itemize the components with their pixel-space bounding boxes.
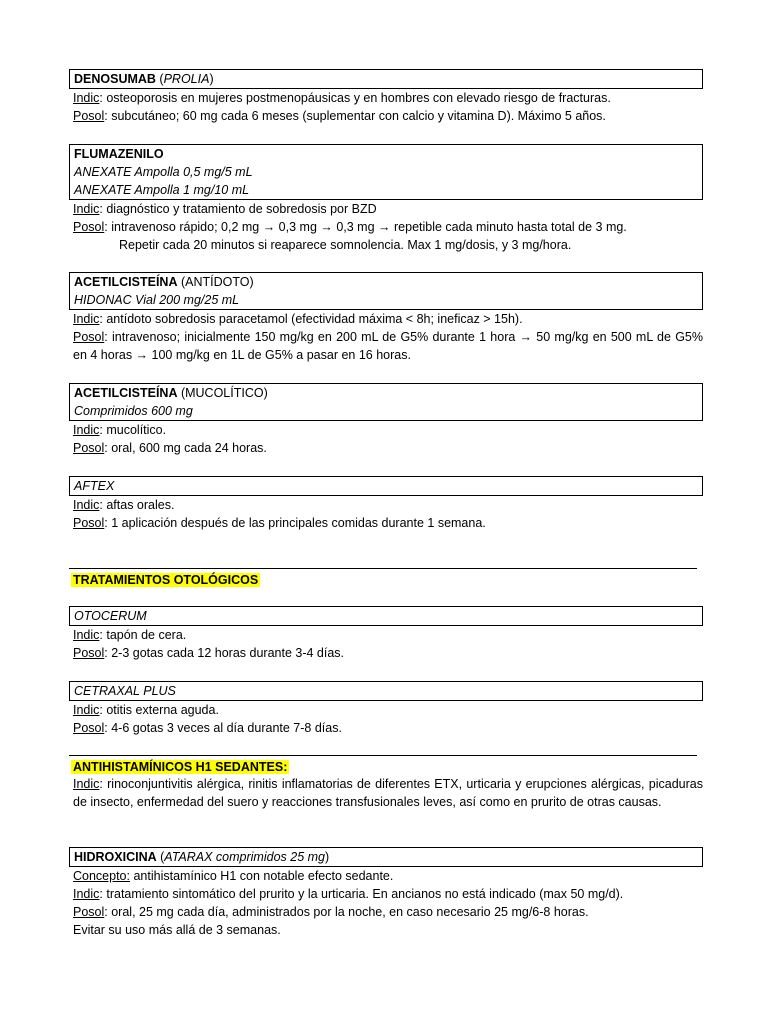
indic-label: Indic (73, 777, 100, 791)
indic-label: Indic (73, 91, 100, 105)
antihistaminicos-indic (69, 775, 703, 811)
drug-use: (ANTÍDOTO) (177, 275, 254, 289)
posol-label: Posol (73, 330, 105, 344)
drug-header (69, 272, 703, 310)
posol-label: Posol (73, 220, 105, 234)
indic-label: Indic (73, 312, 100, 326)
indic-label: Indic (73, 498, 100, 512)
drug-header (69, 383, 703, 421)
drug-name: AFTEX (74, 479, 115, 493)
indic-label: Indic (73, 703, 100, 717)
posol-label: Posol (73, 441, 105, 455)
drug-presentation: Comprimidos 600 mg (74, 404, 193, 418)
indic-row (69, 775, 703, 811)
drug-header (69, 606, 703, 626)
indic-text: : otitis externa aguda. (99, 703, 219, 717)
posol-row (69, 439, 703, 457)
indic-text: : rinoconjuntivitis alérgica, rinitis inflamatorias de diferentes ETX, urticaria y erupciones alérgicas, picaduras de insecto, enfermedad del suero y reacciones transfusionales leves, así como en prurito de otras causas. (73, 777, 703, 809)
indic-row (69, 310, 703, 328)
paren-close: ) (209, 72, 214, 86)
posol-label: Posol (73, 721, 105, 735)
indic-text: : osteoporosis en mujeres postmenopáusicas y en hombres con elevado riesgo de fracturas. (99, 91, 611, 105)
drug-denosumab (69, 69, 703, 125)
posol-row (69, 903, 703, 921)
indic-row (69, 496, 703, 514)
paren-close: ) (325, 850, 330, 864)
drug-header (69, 847, 703, 867)
indic-label: Indic (73, 887, 100, 901)
drug-use: (MUCOLÍTICO) (177, 386, 268, 400)
section-title: TRATAMIENTOS OTOLÓGICOS (73, 573, 259, 587)
drug-name: FLUMAZENILO (74, 147, 164, 161)
section-otologicos (69, 568, 697, 589)
posol-text: : 1 aplicación después de las principales comidas durante 1 semana. (104, 516, 486, 530)
drug-acetilcisteina-mucolitico (69, 383, 703, 457)
posol-continuation: Repetir cada 20 minutos si reaparece somnolencia. Max 1 mg/dosis, y 3 mg/hora. (119, 238, 572, 252)
indic-row (69, 701, 703, 719)
indic-row (69, 89, 703, 107)
indic-label: Indic (73, 202, 100, 216)
section-title: ANTIHISTAMÍNICOS H1 SEDANTES: (73, 760, 288, 774)
drug-otocerum (69, 606, 703, 662)
paren-open: ( (156, 850, 165, 864)
posol-label: Posol (73, 109, 105, 123)
drug-acetilcisteina-antidoto (69, 272, 703, 364)
posol-text: : intravenoso; inicialmente 150 mg/kg en 200 mL de G5% durante 1 hora → 50 mg/kg en 500 mL de G5% en 4 horas → 100 mg/kg en 1L de G5% a pasar en 16 horas. (73, 330, 703, 362)
posol-row (69, 514, 703, 532)
drug-aftex (69, 476, 703, 532)
drug-header (69, 476, 703, 496)
drug-header (69, 144, 703, 200)
indic-text: : diagnóstico y tratamiento de sobredosis por BZD (99, 202, 377, 216)
posol-text: : intravenoso rápido; 0,2 mg → 0,3 mg → 0,3 mg → repetible cada minuto hasta total de 3 mg. (104, 220, 627, 234)
posol-text: : subcutáneo; 60 mg cada 6 meses (suplementar con calcio y vitamina D). Máximo 5 años. (104, 109, 606, 123)
posol-label: Posol (73, 646, 105, 660)
extra-note: Evitar su uso más allá de 3 semanas. (73, 923, 281, 937)
drug-name: HIDROXICINA (74, 850, 157, 864)
posol-label: Posol (73, 516, 105, 530)
posol-text: : 4-6 gotas 3 veces al día durante 7-8 días. (104, 721, 342, 735)
drug-name: ACETILCISTEÍNA (74, 275, 178, 289)
indic-label: Indic (73, 628, 100, 642)
posol-text: : oral, 25 mg cada día, administrados por la noche, en caso necesario 25 mg/6-8 horas. (104, 905, 589, 919)
indic-row (69, 200, 703, 218)
concepto-row (69, 867, 703, 885)
drug-name: OTOCERUM (74, 609, 147, 623)
drug-presentation: ANEXATE Ampolla 1 mg/10 mL (74, 183, 250, 197)
indic-text: : tratamiento sintomático del prurito y la urticaria. En ancianos no está indicado (max 50 mg/d). (99, 887, 624, 901)
posol-row (69, 328, 703, 364)
concepto-text: antihistamínico H1 con notable efecto sedante. (129, 869, 394, 883)
posol-row (69, 719, 703, 737)
posol-text: : oral, 600 mg cada 24 horas. (104, 441, 267, 455)
drug-presentation: HIDONAC Vial 200 mg/25 mL (74, 293, 240, 307)
drug-brand: ATARAX comprimidos 25 mg (164, 850, 325, 864)
indic-text: : mucolítico. (99, 423, 167, 437)
posol-text: : 2-3 gotas cada 12 horas durante 3-4 días. (104, 646, 345, 660)
indic-row (69, 421, 703, 439)
indic-text: : antídoto sobredosis paracetamol (efectividad máxima < 8h; ineficaz > 15h). (99, 312, 523, 326)
posol-row (69, 644, 703, 662)
indic-row (69, 885, 703, 903)
drug-name: CETRAXAL PLUS (74, 684, 176, 698)
indic-text: : tapón de cera. (99, 628, 187, 642)
drug-name: ACETILCISTEÍNA (74, 386, 178, 400)
section-antihistaminicos (69, 755, 697, 776)
drug-presentation: ANEXATE Ampolla 0,5 mg/5 mL (74, 165, 253, 179)
indic-text: : aftas orales. (99, 498, 175, 512)
drug-name: DENOSUMAB (74, 72, 156, 86)
drug-header (69, 681, 703, 701)
posol-row (69, 218, 703, 236)
drug-flumazenilo (69, 144, 703, 254)
concepto-label: Concepto: (73, 869, 130, 883)
drug-cetraxal-plus (69, 681, 703, 737)
posol-label: Posol (73, 905, 105, 919)
paren-open: ( (155, 72, 164, 86)
indic-label: Indic (73, 423, 100, 437)
drug-brand: PROLIA (163, 72, 210, 86)
posol-row (69, 107, 703, 125)
drug-hidroxicina (69, 847, 703, 939)
indic-row (69, 626, 703, 644)
drug-header (69, 69, 703, 89)
